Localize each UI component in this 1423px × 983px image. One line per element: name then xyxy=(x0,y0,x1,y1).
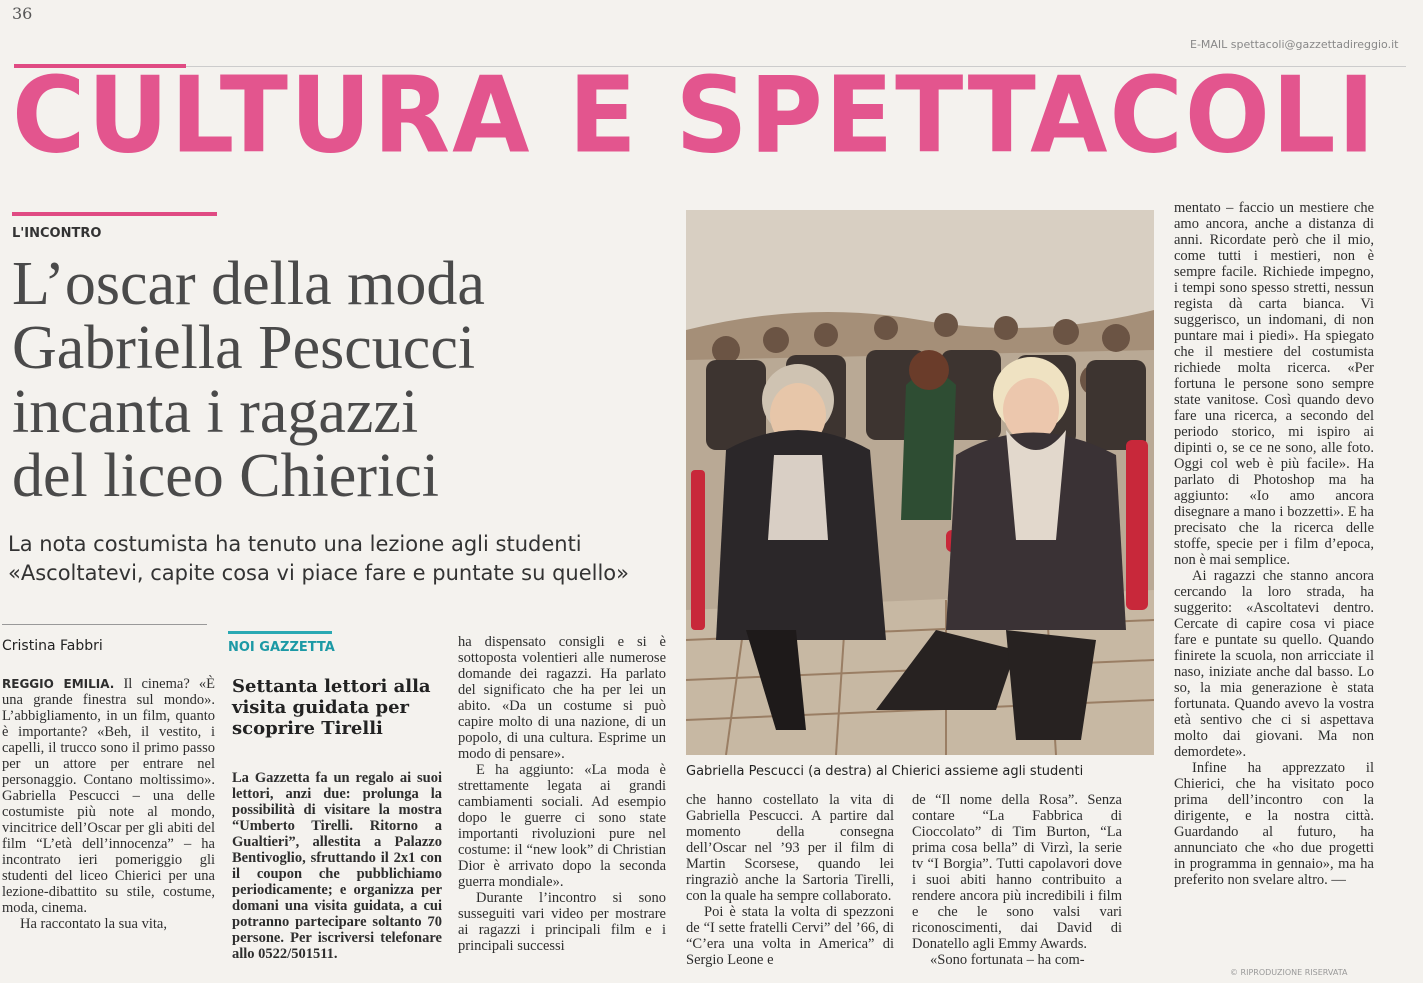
article-column-5 xyxy=(912,792,1122,968)
paragraph: Infine ha apprezzato il Chierici, che ha visitato poco prima dell’incontro con la dirigente, e la nostra città. Guardando al futuro, ha annunciato che «ho due progetti in programma in gennaio», ma ha preferito non svelare altro. — xyxy=(1174,760,1374,888)
photo-illustration xyxy=(686,210,1154,755)
kicker-rule xyxy=(12,212,217,216)
paragraph: Ai ragazzi che stanno ancora cercando la loro strada, ha suggerito: «Ascoltatevi dentro. Cercate di capire cosa vi piace fare e puntate su quello. Quando finirete la scuola, non arricciate il naso, iniziate anche dal basso. Lo so, la mia generazione è stata fortunata. Quando avevo la vostra età sentivo che ci si aspettava molto dai giovani. Ma non demordete». xyxy=(1174,568,1374,760)
sidebar-tag: NOI GAZZETTA xyxy=(228,640,335,655)
paragraph: E ha aggiunto: «La moda è strettamente legata ai grandi cambiamenti sociali. Ad esempio dopo le guerre ci sono state importanti rivoluzioni pure nel costume: il “new look” di Christian Dior è arrivato dopo la seconda guerra mondiale». xyxy=(458,762,666,890)
paragraph: che hanno costellato la vita di Gabriella Pescucci. A partire dal momento della consegna dell’Oscar nel ’93 per il film di Martin Scorsese, quando lei ringraziò anche la Sartoria Tirelli, con la quale ha sempre collaborato. xyxy=(686,792,894,904)
paragraph: de “Il nome della Rosa”. Senza contare “La Fabbrica di Cioccolato” di Tim Burton, “La prima cosa bella” di Virzì, la serie tv “I Borgia”. Tutti capolavori dove i suoi abiti hanno contribuito a rendere ancora più incredibili i film e che le sono valsi vari riconoscimenti, dai David di Donatello agli Emmy Awards. xyxy=(912,792,1122,952)
article-kicker: L'INCONTRO xyxy=(12,226,102,241)
paragraph: Il cinema? «È una grande finestra sul mondo». L’abbigliamento, in un film, quanto è importante? «Beh, il vestito, i capelli, il trucco sono il primo passo per un attore per entrare nel personaggio. Contano moltissimo». Gabriella Pescucci – una delle costumiste più note al mondo, vincitrice dell’Oscar per gli abiti del film “L’età dell’innocenza” – ha incontrato ieri pomeriggio gli studenti del liceo Chierici per una lezione-dibattito su stile, costume, moda, cinema. xyxy=(2,676,216,916)
article-standfirst xyxy=(8,530,688,588)
email-label: E-MAIL spettacoli@gazzettadireggio.it xyxy=(1190,38,1399,51)
headline-line: L’oscar della moda xyxy=(12,250,485,318)
paragraph: Durante l’incontro si sono susseguiti vari video per mostrare ai ragazzi i principali film e i principali successi xyxy=(458,890,666,954)
photo-caption: Gabriella Pescucci (a destra) al Chierici assieme agli studenti xyxy=(686,764,1084,779)
sidebar-title: Settanta lettori alla visita guidata per scoprire Tirelli xyxy=(232,676,431,739)
byline: Cristina Fabbri xyxy=(2,638,103,654)
page-number: 36 xyxy=(12,4,33,23)
sidebar-tag-rule xyxy=(228,631,332,634)
article-column-1 xyxy=(2,676,215,932)
dateline: REGGIO EMILIA. xyxy=(2,677,115,691)
byline-rule xyxy=(2,624,207,625)
article-column-3 xyxy=(458,634,666,954)
paragraph: ha dispensato consigli e si è sottoposta volentieri alle numerose domande dei ragazzi. Ha parlato del significato che ha per lei un abito. «Da un costume si può capire molto di una nazione, di un popolo, di una cultura. Esprime un modo di pensare». xyxy=(458,634,666,762)
headline-line: del liceo Chierici xyxy=(12,442,439,510)
standfirst-line: «Ascoltatevi, capite cosa vi piace fare e puntate su quello» xyxy=(8,561,630,585)
headline-line: incanta i ragazzi xyxy=(12,378,419,446)
article-column-4 xyxy=(686,792,894,968)
paragraph: La Gazzetta fa un regalo ai suoi lettori, anzi due: prolunga la possibilità di visitare la mostra “Umberto Tirelli. Ritorno a Gualtieri”, allestita a Palazzo Bentivoglio, sfruttando il 2x1 con il coupon che pubblichiamo periodicamente; e organizza per domani una visita guidata, a cui potranno partecipare soltanto 70 persone. Per iscriversi telefonare allo 0522/501511. xyxy=(232,770,442,962)
paragraph: Ha raccontato la sua vita, xyxy=(20,916,167,932)
copyright-notice: © RIPRODUZIONE RISERVATA xyxy=(1230,968,1348,977)
article-headline xyxy=(12,252,662,508)
sidebar-body xyxy=(232,770,442,962)
article-column-6 xyxy=(1174,200,1374,888)
headline-line: Gabriella Pescucci xyxy=(12,314,476,382)
paragraph: mentato – faccio un mestiere che amo ancora, anche a distanza di anni. Ricordate però che il mio, come tutti i mestieri, non è sempre facile. Richiede impegno, i tempi sono spesso stretti, nessun regista dà carta bianca. Vi suggerisco, un indomani, di non puntare mai i piedi». Ha spiegato che il mestiere del costumista richiede molta ricerca. «Per fortuna le persone sono sempre state vanitose. Così quando devo fare una ricerca, a secondo del periodo storico, mi ispiro ai dipinti o, se ce ne sono, alle foto. Oggi col web è più facile». Ha parlato di Photoshop ma ha aggiunto: «Io amo ancora disegnare a mano i bozzetti». E ha precisato che la ricerca delle stoffe, specie per i film d’epoca, non è mai semplice. xyxy=(1174,200,1374,568)
article-photo xyxy=(686,210,1154,755)
paragraph: Poi è stata la volta di spezzoni de “I sette fratelli Cervi” del ’66, di “C’era una volta in America” di Sergio Leone e xyxy=(686,904,894,968)
copyright-text: RIPRODUZIONE RISERVATA xyxy=(1240,968,1348,977)
section-title: CULTURA E SPETTACOLI xyxy=(12,54,1377,177)
paragraph: «Sono fortunata – ha com- xyxy=(930,952,1085,968)
standfirst-line: La nota costumista ha tenuto una lezione agli studenti xyxy=(8,532,582,556)
